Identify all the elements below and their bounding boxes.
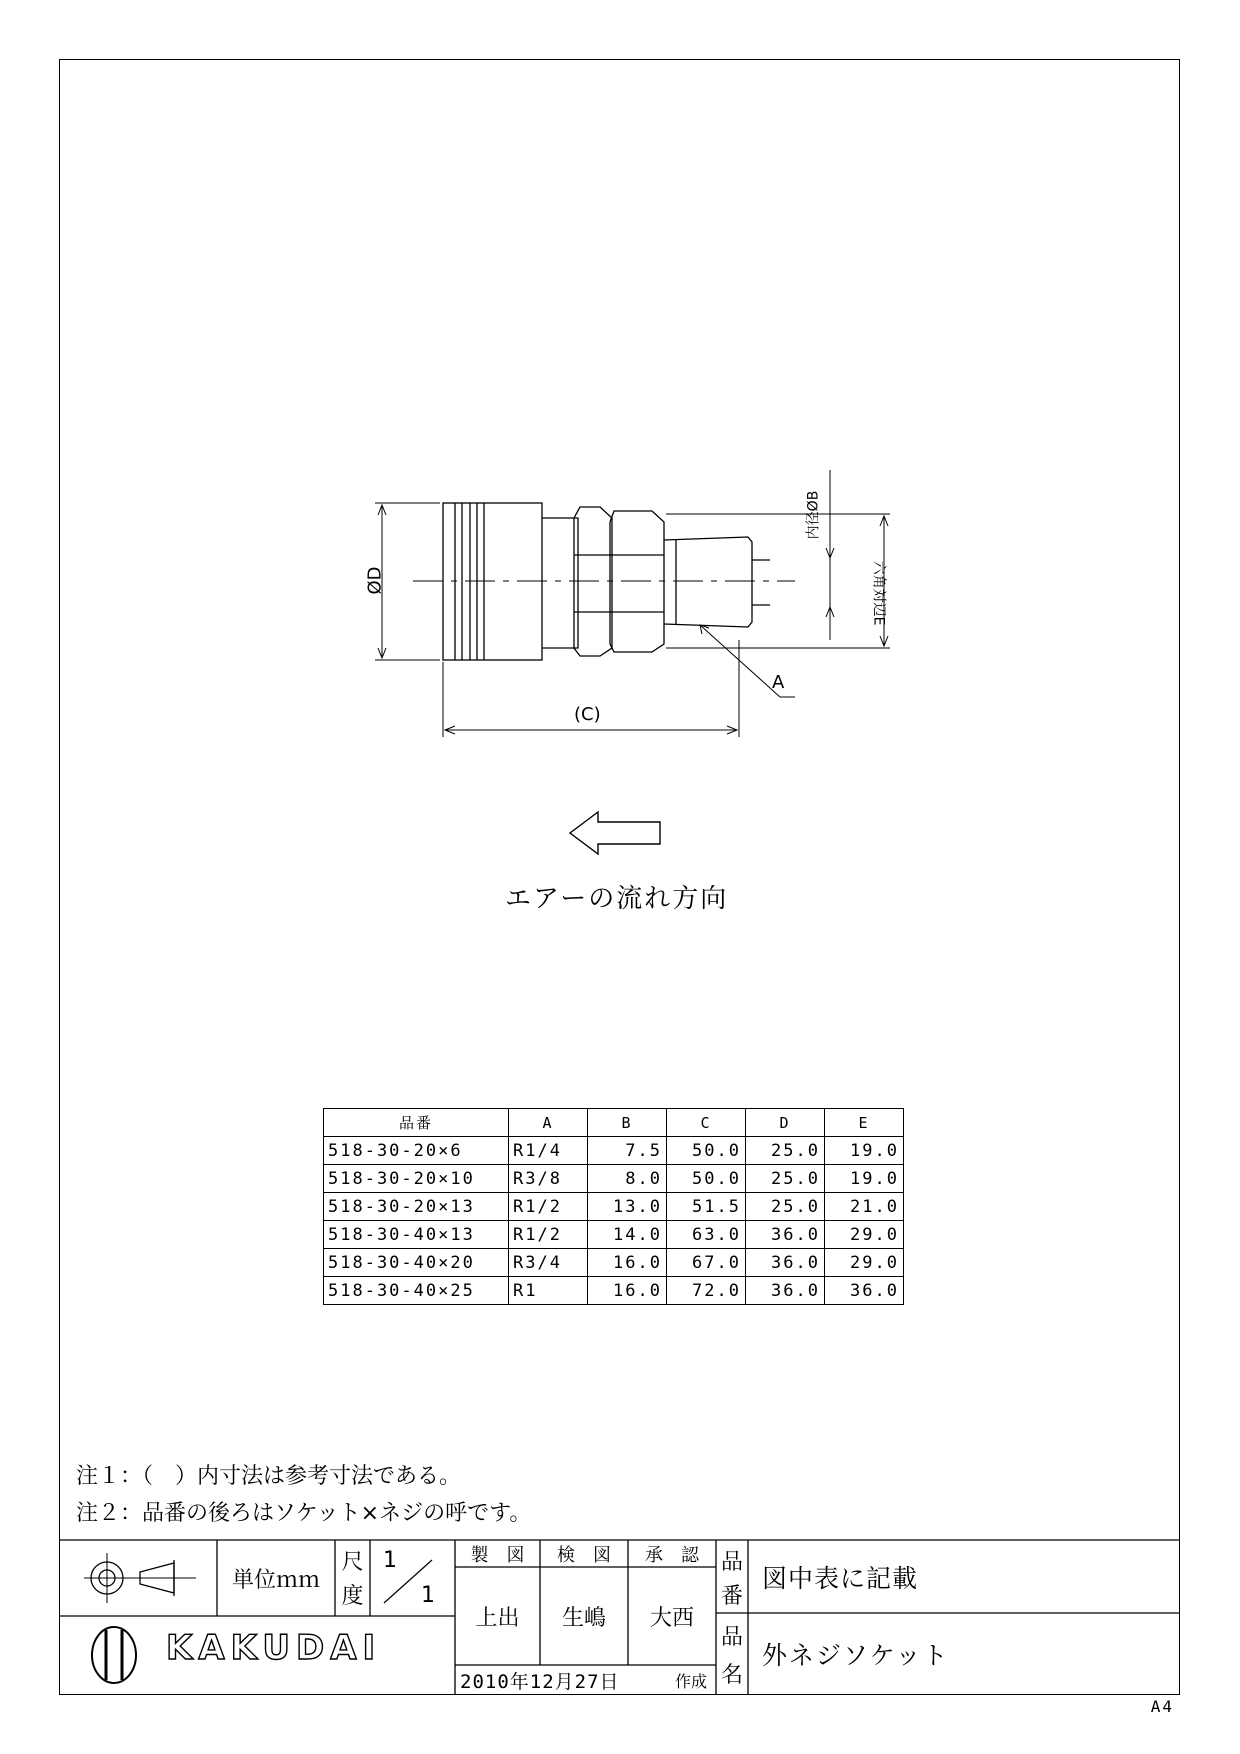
notes [76, 1458, 531, 1532]
header-e: E [825, 1109, 904, 1137]
dim-b-label: 内径ØB [805, 490, 822, 540]
cell-a: R1/4 [509, 1137, 588, 1165]
header-b: B [588, 1109, 667, 1137]
cell-e: 29.0 [825, 1249, 904, 1277]
cell-d: 25.0 [746, 1137, 825, 1165]
header-c: C [667, 1109, 746, 1137]
cell-e: 19.0 [825, 1137, 904, 1165]
header-d: D [746, 1109, 825, 1137]
cell-c: 50.0 [667, 1165, 746, 1193]
cell-c: 72.0 [667, 1277, 746, 1305]
spec-table-header [324, 1109, 904, 1137]
check-label: 検 図 [557, 1544, 611, 1566]
cell-b: 8.0 [588, 1165, 667, 1193]
cell-c: 67.0 [667, 1249, 746, 1277]
cell-a: R3/4 [509, 1249, 588, 1277]
table-row [324, 1221, 904, 1249]
cell-a: R1/2 [509, 1221, 588, 1249]
cell-e: 36.0 [825, 1277, 904, 1305]
cell-e: 19.0 [825, 1165, 904, 1193]
part-no-label-1: 品 [720, 1549, 743, 1575]
cell-part-no: 518-30-40×13 [324, 1221, 509, 1249]
part-no-label-2: 番 [720, 1583, 743, 1609]
cell-c: 63.0 [667, 1221, 746, 1249]
cell-a: R1 [509, 1277, 588, 1305]
part-name-label-2: 名 [720, 1662, 743, 1688]
cell-part-no: 518-30-20×13 [324, 1193, 509, 1221]
cell-d: 36.0 [746, 1221, 825, 1249]
label-a: A [772, 672, 785, 693]
cell-d: 25.0 [746, 1165, 825, 1193]
table-row [324, 1165, 904, 1193]
part-no-value: 図中表に記載 [762, 1563, 919, 1593]
cell-b: 14.0 [588, 1221, 667, 1249]
made-label: 製 図 [470, 1544, 525, 1566]
cell-a: R3/8 [509, 1165, 588, 1193]
cell-b: 16.0 [588, 1249, 667, 1277]
company-logo-text: KAKUDAI [166, 1628, 382, 1668]
note-1: 注１：（ ）内寸法は参考寸法である。 [76, 1464, 462, 1489]
header-part-no: 品番 [324, 1109, 509, 1137]
cell-a: R1/2 [509, 1193, 588, 1221]
note-2: 注２：品番の後ろはソケット×ネジの呼です。 [76, 1501, 532, 1526]
created-date: 2010年12月27日 [460, 1670, 620, 1693]
approve-label: 承 認 [645, 1544, 699, 1566]
part-name-value: 外ネジソケット [762, 1641, 950, 1670]
part-name-label-1: 品 [720, 1624, 743, 1650]
cell-e: 29.0 [825, 1221, 904, 1249]
approved-by: 大西 [649, 1605, 694, 1631]
made-by: 上出 [475, 1605, 520, 1631]
scale-denominator: 1 [421, 1582, 435, 1608]
dim-c-label: (C) [574, 704, 601, 725]
cell-d: 25.0 [746, 1193, 825, 1221]
cell-b: 7.5 [588, 1137, 667, 1165]
table-row [324, 1137, 904, 1165]
scale-numerator: 1 [383, 1547, 397, 1573]
table-row [324, 1193, 904, 1221]
table-row [324, 1249, 904, 1277]
male-thread [664, 537, 752, 627]
cell-part-no: 518-30-40×25 [324, 1277, 509, 1305]
cell-b: 16.0 [588, 1277, 667, 1305]
page-size-label: A4 [1150, 1697, 1174, 1716]
company-mark [92, 1627, 136, 1683]
created-suffix: 作成 [674, 1671, 707, 1691]
scale-label-2: 度 [341, 1583, 364, 1609]
cell-e: 21.0 [825, 1193, 904, 1221]
spec-table [323, 1108, 904, 1305]
flow-direction-text: エアーの流れ方向 [505, 884, 729, 914]
table-row [324, 1277, 904, 1305]
unit-label: 単位ｍｍ [231, 1567, 320, 1593]
cell-d: 36.0 [746, 1277, 825, 1305]
flow-direction-arrow [570, 812, 660, 854]
cell-part-no: 518-30-20×6 [324, 1137, 509, 1165]
cell-b: 13.0 [588, 1193, 667, 1221]
scale-label-1: 尺 [341, 1549, 364, 1575]
header-a: A [509, 1109, 588, 1137]
dim-d-label: ØD [364, 566, 386, 595]
checked-by: 生嶋 [561, 1605, 606, 1631]
dim-e-label: 六角対辺E [870, 560, 887, 626]
cell-part-no: 518-30-40×20 [324, 1249, 509, 1277]
socket-neck [542, 518, 578, 648]
cell-c: 50.0 [667, 1137, 746, 1165]
cell-part-no: 518-30-20×10 [324, 1165, 509, 1193]
cell-d: 36.0 [746, 1249, 825, 1277]
cell-c: 51.5 [667, 1193, 746, 1221]
